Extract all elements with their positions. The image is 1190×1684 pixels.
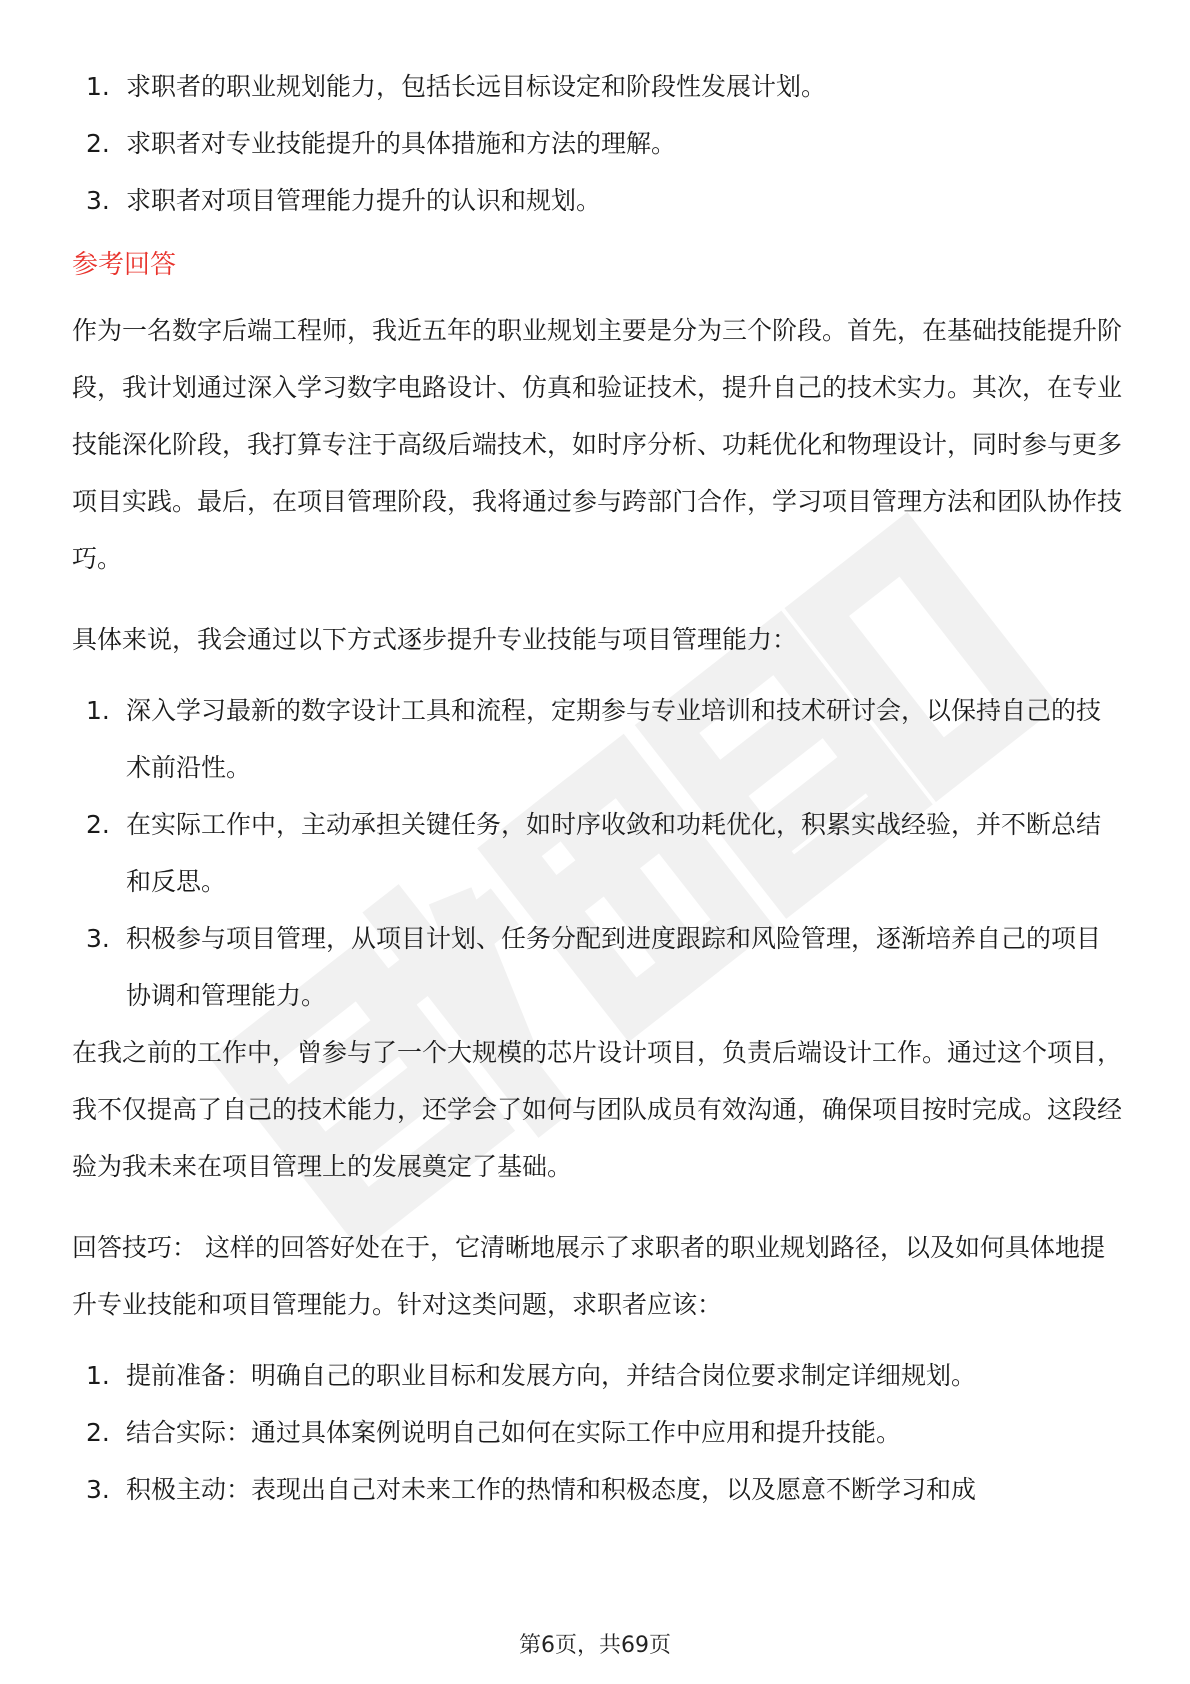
experience-paragraph: 在我之前的工作中，曾参与了一个大规模的芯片设计项目，负责后端设计工作。通过这个项目，我不仅提高了自己的技术能力，还学会了如何与团队成员有效沟通，确保项目按时完成。这段经验为我未来在项目管理上的发展奠定了基础。 xyxy=(72,1038,1123,1181)
list-number: 2. xyxy=(86,810,110,839)
list-number: 2. xyxy=(86,1418,110,1447)
list-item xyxy=(72,1347,1122,1404)
list-item xyxy=(72,796,1122,910)
list-text: 求职者的职业规划能力，包括长远目标设定和阶段性发展计划。 xyxy=(126,72,827,101)
list-text: 积极参与项目管理，从项目计划、任务分配到进度跟踪和风险管理，逐渐培养自己的项目协调和管理能力。 xyxy=(126,924,1102,1010)
method-list xyxy=(72,682,1122,1024)
list-item xyxy=(72,172,1122,229)
document-body xyxy=(72,58,1122,1518)
list-text: 求职者对专业技能提升的具体措施和方法的理解。 xyxy=(126,129,677,158)
list-text: 在实际工作中，主动承担关键任务，如时序收敛和功耗优化，积累实战经验，并不断总结和反思。 xyxy=(126,810,1102,896)
list-number: 3. xyxy=(86,1475,110,1504)
list-number: 1. xyxy=(86,1361,110,1390)
list-text: 积极主动：表现出自己对未来工作的热情和积极态度，以及愿意不断学习和成 xyxy=(126,1475,977,1504)
list-number: 1. xyxy=(86,696,110,725)
tips-paragraph: 回答技巧： 这样的回答好处在于，它清晰地展示了求职者的职业规划路径，以及如何具体地提升专业技能和项目管理能力。针对这类问题，求职者应该： xyxy=(72,1233,1105,1319)
list-number: 3. xyxy=(86,924,110,953)
list-item xyxy=(72,910,1122,1024)
list-item xyxy=(72,1404,1122,1461)
answer-paragraph: 作为一名数字后端工程师，我近五年的职业规划主要是分为三个阶段。首先，在基础技能提升阶段，我计划通过深入学习数字电路设计、仿真和验证技术，提升自己的技术实力。其次，在专业技能深化阶段，我打算专注于高级后端技术，如时序分析、功耗优化和物理设计，同时参与更多项目实践。最后，在项目管理阶段，我将通过参与跨部门合作，学习项目管理方法和团队协作技巧。 xyxy=(72,316,1123,573)
transition-paragraph: 具体来说，我会通过以下方式逐步提升专业技能与项目管理能力： xyxy=(72,625,798,654)
list-item xyxy=(72,1461,1122,1518)
evaluation-points-list xyxy=(72,58,1122,229)
section-title: 参考回答 xyxy=(72,250,177,280)
list-number: 1. xyxy=(86,72,110,101)
list-item xyxy=(72,682,1122,796)
list-item xyxy=(72,58,1122,115)
list-text: 提前准备：明确自己的职业目标和发展方向，并结合岗位要求制定详细规划。 xyxy=(126,1361,977,1390)
list-number: 3. xyxy=(86,186,110,215)
list-text: 求职者对项目管理能力提升的认识和规划。 xyxy=(126,186,602,215)
page-number-footer: 第6页，共69页 xyxy=(519,1633,671,1658)
tips-list xyxy=(72,1347,1122,1518)
list-text: 结合实际：通过具体案例说明自己如何在实际工作中应用和提升技能。 xyxy=(126,1418,902,1447)
list-item xyxy=(72,115,1122,172)
list-number: 2. xyxy=(86,129,110,158)
list-text: 深入学习最新的数字设计工具和流程，定期参与专业培训和技术研讨会，以保持自己的技术前沿性。 xyxy=(126,696,1102,782)
